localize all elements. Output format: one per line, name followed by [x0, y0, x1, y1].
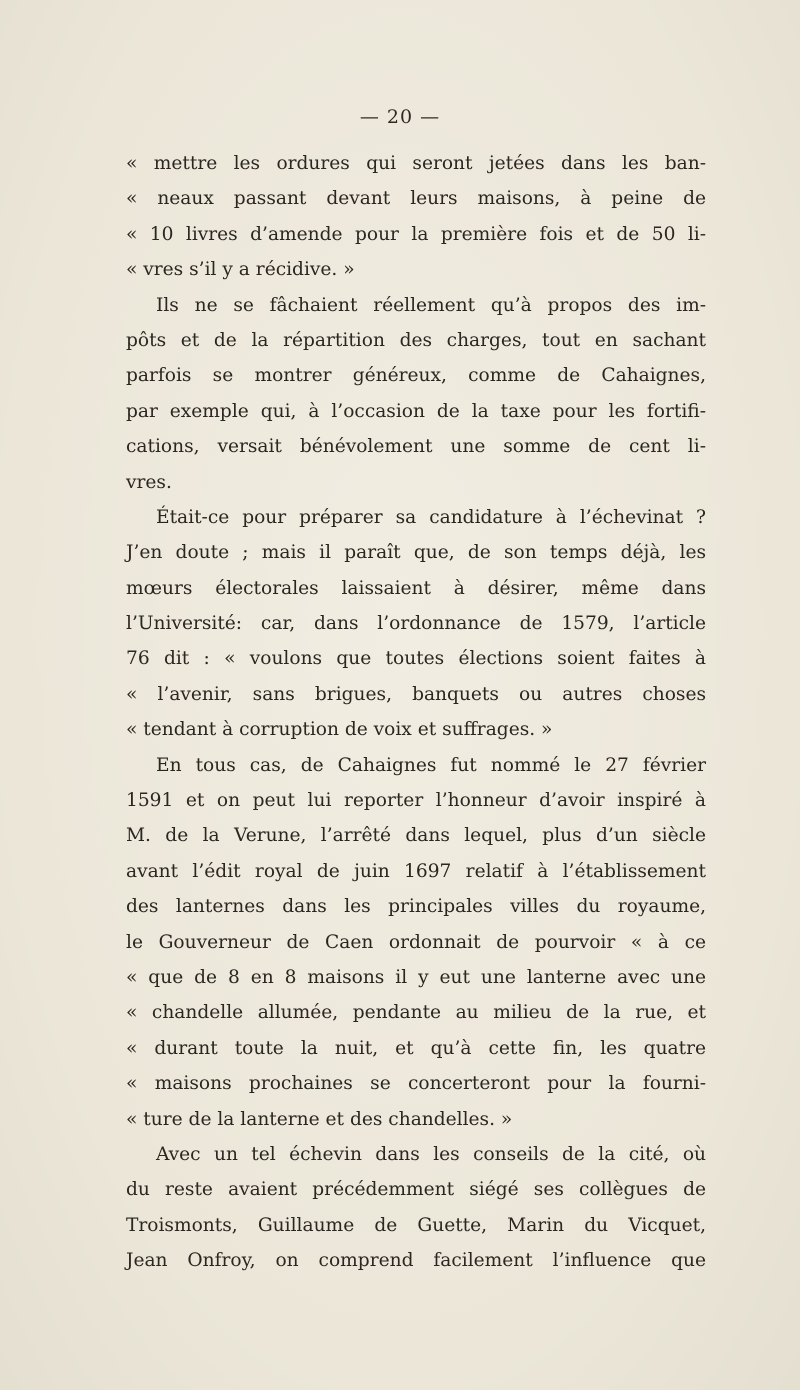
text-line: pôts et de la répartition des charges, tout en sachant [126, 329, 706, 351]
text-line: le Gouverneur de Caen ordonnait de pourvoir « à ce [126, 931, 706, 953]
text-line: 1591 et on peut lui reporter l’honneur d’avoir inspiré à [126, 790, 706, 812]
text-line: l’Université: car, dans l’ordonnance de 1579, l’article [126, 613, 706, 635]
text-line: vres. [126, 471, 172, 493]
text-line: 76 dit : « voulons que toutes élections soient faites à [126, 648, 706, 670]
text-line: J’en doute ; mais il paraît que, de son temps déjà, les [126, 542, 706, 564]
text-line: Avec un tel échevin dans les conseils de la cité, où [156, 1143, 706, 1165]
text-line: « tendant à corruption de voix et suffrages. » [126, 719, 553, 741]
text-line: des lanternes dans les principales villes du royaume, [126, 896, 706, 918]
text-line: « l’avenir, sans brigues, banquets ou autres choses [126, 683, 706, 705]
text-line: Jean Onfroy, on comprend facilement l’influence que [126, 1250, 706, 1272]
text-line: cations, versait bénévolement une somme de cent li- [126, 436, 706, 458]
text-line: M. de la Verune, l’arrêté dans lequel, plus d’un siècle [126, 825, 706, 847]
text-line: En tous cas, de Cahaignes fut nommé le 27 février [156, 754, 706, 776]
text-line: « chandelle allumée, pendante au milieu de la rue, et [126, 1002, 706, 1024]
text-line: « 10 livres d’amende pour la première fois et de 50 li- [126, 223, 706, 245]
text-line: parfois se montrer généreux, comme de Cahaignes, [126, 365, 706, 387]
text-line: Était-ce pour préparer sa candidature à l’échevinat ? [156, 506, 706, 528]
text-line: du reste avaient précédemment siégé ses collègues de [126, 1179, 706, 1201]
text-line: avant l’édit royal de juin 1697 relatif à l’établissement [126, 860, 706, 882]
text-line: « vres s’il y a récidive. » [126, 259, 355, 281]
text-line: « durant toute la nuit, et qu’à cette fin, les quatre [126, 1037, 706, 1059]
text-line: Troismonts, Guillaume de Guette, Marin du Vicquet, [126, 1214, 706, 1236]
page-number: — 20 — [359, 106, 441, 128]
text-line: « neaux passant devant leurs maisons, à peine de [126, 188, 706, 210]
body-text [126, 146, 706, 1279]
text-line: par exemple qui, à l’occasion de la taxe pour les fortifi- [126, 400, 706, 422]
text-line: « que de 8 en 8 maisons il y eut une lanterne avec une [126, 966, 706, 988]
text-line: mœurs électorales laissaient à désirer, même dans [126, 577, 706, 599]
text-line: « mettre les ordures qui seront jetées dans les ban- [126, 153, 706, 174]
text-line: Ils ne se fâchaient réellement qu’à propos des im- [156, 294, 706, 316]
text-line: « ture de la lanterne et des chandelles. » [126, 1108, 513, 1130]
text-line: « maisons prochaines se concerteront pour la fourni- [126, 1073, 706, 1095]
